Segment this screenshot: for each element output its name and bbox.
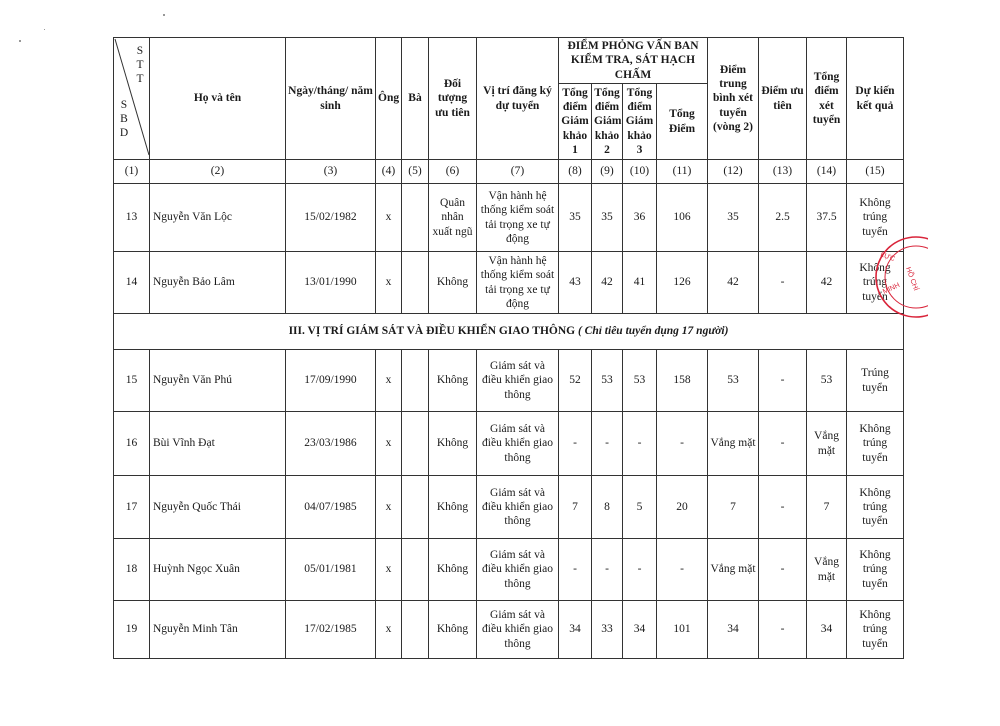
row-male: x	[376, 350, 402, 412]
section-quota: ( Chỉ tiêu tuyển dụng 17 người)	[577, 325, 729, 338]
header-position: Vị trí đăng ký dự tuyển	[477, 38, 559, 160]
row-name: Nguyễn Bảo Lâm	[150, 252, 286, 314]
row-total: 126	[657, 252, 708, 314]
row-priority: Không	[429, 539, 477, 601]
col-num: (5)	[402, 160, 429, 184]
row-female	[402, 252, 429, 314]
row-dob: 17/09/1990	[286, 350, 376, 412]
row-prio-pts: -	[759, 412, 807, 476]
row-prio-pts: -	[759, 476, 807, 539]
row-e2: 8	[592, 476, 623, 539]
row-position: Giám sát và điều khiển giao thông	[477, 350, 559, 412]
header-dob: Ngày/tháng/ năm sinh	[286, 38, 376, 160]
seal-text-mid: HỒ CHÍ	[904, 266, 920, 292]
row-result: Không trúng tuyển	[847, 601, 904, 659]
row-male: x	[376, 476, 402, 539]
row-e3: 34	[623, 601, 657, 659]
row-avg: 53	[708, 350, 759, 412]
col-num: (8)	[559, 160, 592, 184]
stt-sbd-header	[114, 38, 150, 160]
seal-text-top: LỰC	[879, 251, 896, 263]
row-male: x	[376, 252, 402, 314]
row-e3: 53	[623, 350, 657, 412]
col-num: (12)	[708, 160, 759, 184]
row-position: Giám sát và điều khiển giao thông	[477, 476, 559, 539]
col-num: (11)	[657, 160, 708, 184]
col-num: (2)	[150, 160, 286, 184]
row-avg: 7	[708, 476, 759, 539]
row-priority: Không	[429, 476, 477, 539]
row-result: Không trúng tuyển	[847, 252, 904, 314]
row-e2: 33	[592, 601, 623, 659]
col-num: (6)	[429, 160, 477, 184]
row-prio-pts: -	[759, 350, 807, 412]
row-position: Giám sát và điều khiển giao thông	[477, 539, 559, 601]
table-row	[114, 252, 904, 314]
row-prio-pts: 2.5	[759, 184, 807, 252]
row-prio-pts: -	[759, 539, 807, 601]
row-e1: 43	[559, 252, 592, 314]
row-e1: -	[559, 412, 592, 476]
row-e3: 41	[623, 252, 657, 314]
row-total: 101	[657, 601, 708, 659]
row-name: Nguyễn Văn Phú	[150, 350, 286, 412]
row-name: Bùi Vĩnh Đạt	[150, 412, 286, 476]
row-dob: 15/02/1982	[286, 184, 376, 252]
row-male: x	[376, 539, 402, 601]
row-name: Nguyễn Minh Tân	[150, 601, 286, 659]
section-heading	[114, 314, 904, 350]
table-row	[114, 412, 904, 476]
row-stt: 19	[114, 601, 150, 659]
table-row	[114, 601, 904, 659]
row-position: Giám sát và điều khiển giao thông	[477, 601, 559, 659]
col-num: (13)	[759, 160, 807, 184]
table-row	[114, 350, 904, 412]
row-e2: -	[592, 539, 623, 601]
row-priority: Không	[429, 350, 477, 412]
row-final: Vắng mặt	[807, 539, 847, 601]
row-e3: 36	[623, 184, 657, 252]
row-name: Nguyễn Văn Lộc	[150, 184, 286, 252]
row-stt: 13	[114, 184, 150, 252]
seal-text-bottom: MINH	[881, 281, 902, 296]
row-e1: 52	[559, 350, 592, 412]
header-female: Bà	[402, 38, 429, 160]
col-num: (15)	[847, 160, 904, 184]
results-table	[113, 37, 904, 659]
row-dob: 13/01/1990	[286, 252, 376, 314]
row-avg: Vắng mặt	[708, 539, 759, 601]
row-result: Không trúng tuyển	[847, 412, 904, 476]
row-e2: 35	[592, 184, 623, 252]
row-female	[402, 350, 429, 412]
row-final: 34	[807, 601, 847, 659]
section-row	[114, 314, 904, 350]
row-e1: 35	[559, 184, 592, 252]
row-dob: 17/02/1985	[286, 601, 376, 659]
row-avg: 35	[708, 184, 759, 252]
col-num: (9)	[592, 160, 623, 184]
table-row	[114, 184, 904, 252]
row-e1: 34	[559, 601, 592, 659]
row-stt: 14	[114, 252, 150, 314]
row-dob: 04/07/1985	[286, 476, 376, 539]
row-stt: 15	[114, 350, 150, 412]
row-result: Không trúng tuyển	[847, 539, 904, 601]
row-e2: -	[592, 412, 623, 476]
row-stt: 18	[114, 539, 150, 601]
header-examiner2: Tổng điểm Giám khảo 2	[592, 84, 623, 160]
col-num: (7)	[477, 160, 559, 184]
col-num: (10)	[623, 160, 657, 184]
row-avg: 34	[708, 601, 759, 659]
row-result: Trúng tuyển	[847, 350, 904, 412]
header-examiner3: Tổng điểm Giám khảo 3	[623, 84, 657, 160]
section-title: III. VỊ TRÍ GIÁM SÁT VÀ ĐIỀU KHIỂN GIAO THÔNG	[288, 325, 576, 338]
col-num: (14)	[807, 160, 847, 184]
row-priority: Quân nhân xuất ngũ	[429, 184, 477, 252]
row-male: x	[376, 184, 402, 252]
row-avg: 42	[708, 252, 759, 314]
row-name: Nguyễn Quốc Thái	[150, 476, 286, 539]
row-male: x	[376, 601, 402, 659]
row-e2: 42	[592, 252, 623, 314]
row-e1: 7	[559, 476, 592, 539]
row-total: -	[657, 412, 708, 476]
col-num: (1)	[114, 160, 150, 184]
row-stt: 16	[114, 412, 150, 476]
header-expected: Dự kiến kết quả	[847, 38, 904, 160]
row-avg: Vắng mặt	[708, 412, 759, 476]
row-female	[402, 412, 429, 476]
row-final: 42	[807, 252, 847, 314]
row-e2: 53	[592, 350, 623, 412]
header-priority-points: Điểm ưu tiên	[759, 38, 807, 160]
row-prio-pts: -	[759, 252, 807, 314]
table-row	[114, 476, 904, 539]
col-num: (4)	[376, 160, 402, 184]
header-examiner1: Tổng điểm Giám khảo 1	[559, 84, 592, 160]
stt-label: S T T	[136, 45, 144, 85]
row-position: Vận hành hệ thống kiểm soát tải trọng xe tự động	[477, 252, 559, 314]
row-priority: Không	[429, 252, 477, 314]
row-position: Vận hành hệ thống kiểm soát tải trọng xe tự động	[477, 184, 559, 252]
col-num: (3)	[286, 160, 376, 184]
row-total: -	[657, 539, 708, 601]
row-e3: -	[623, 412, 657, 476]
row-result: Không trúng tuyển	[847, 184, 904, 252]
row-name: Huỳnh Ngọc Xuân	[150, 539, 286, 601]
row-prio-pts: -	[759, 601, 807, 659]
row-final: Vắng mặt	[807, 412, 847, 476]
row-e3: -	[623, 539, 657, 601]
row-female	[402, 601, 429, 659]
row-final: 37.5	[807, 184, 847, 252]
header-final-total: Tổng điểm xét tuyển	[807, 38, 847, 160]
header-total: Tổng Điểm	[657, 84, 708, 160]
row-female	[402, 539, 429, 601]
row-female	[402, 476, 429, 539]
row-final: 7	[807, 476, 847, 539]
row-result: Không trúng tuyển	[847, 476, 904, 539]
table-row	[114, 539, 904, 601]
row-e3: 5	[623, 476, 657, 539]
sbd-label: S B D	[119, 99, 129, 139]
row-position: Giám sát và điều khiển giao thông	[477, 412, 559, 476]
row-e1: -	[559, 539, 592, 601]
header-average: Điểm trung bình xét tuyển (vòng 2)	[708, 38, 759, 160]
row-female	[402, 184, 429, 252]
header-priority-group: Đối tượng ưu tiên	[429, 38, 477, 160]
row-dob: 23/03/1986	[286, 412, 376, 476]
header-interview-group: ĐIỂM PHỎNG VẤN BAN KIỂM TRA, SÁT HẠCH CHẤM	[559, 38, 708, 84]
header-name: Họ và tên	[150, 38, 286, 160]
row-priority: Không	[429, 601, 477, 659]
header-male: Ông	[376, 38, 402, 160]
row-male: x	[376, 412, 402, 476]
row-total: 106	[657, 184, 708, 252]
column-number-row	[114, 160, 904, 184]
row-total: 158	[657, 350, 708, 412]
row-priority: Không	[429, 412, 477, 476]
row-total: 20	[657, 476, 708, 539]
row-dob: 05/01/1981	[286, 539, 376, 601]
row-final: 53	[807, 350, 847, 412]
row-stt: 17	[114, 476, 150, 539]
